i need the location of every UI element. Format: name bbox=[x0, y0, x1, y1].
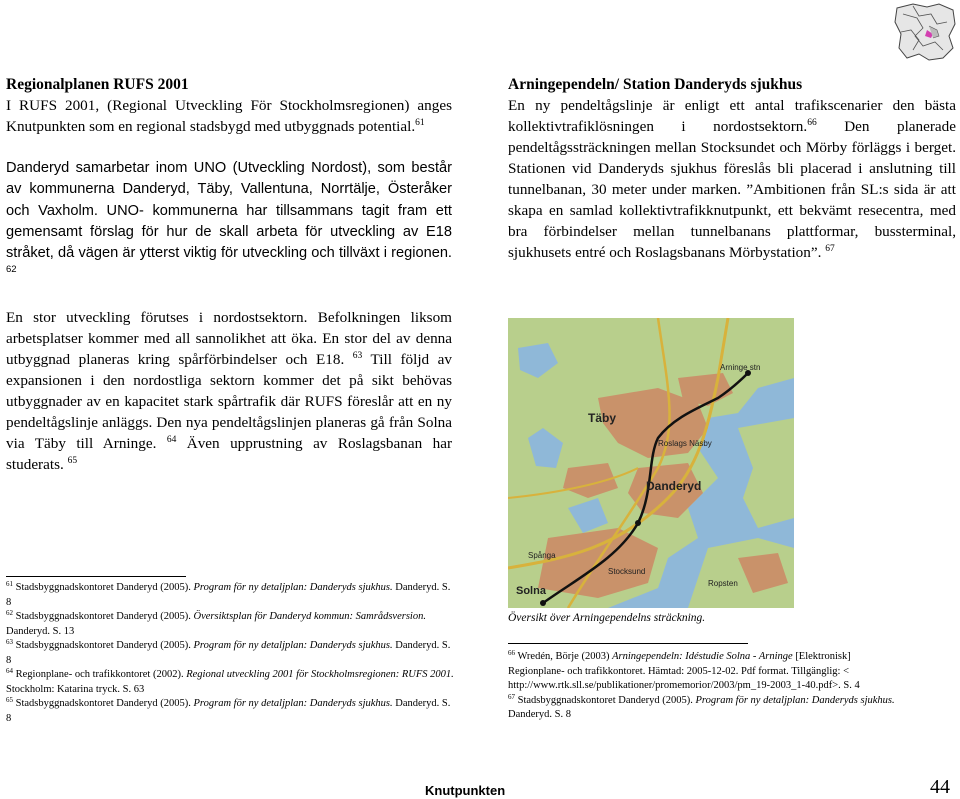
footnote-rule-right bbox=[508, 643, 748, 644]
locator-map bbox=[893, 2, 957, 62]
rufs-paragraph: I RUFS 2001, (Regional Utveckling För Stockholmsregionen) anges Knutpunkten som en regional stadsbygd med utbyggnads potential.$^{61}$ bbox=[6, 97, 452, 135]
map-label-roslags-nasby: Roslags Näsby bbox=[658, 439, 712, 448]
page-number: 44 bbox=[930, 776, 950, 798]
arninge-paragraph: En ny pendeltågslinje är enligt ett antal trafikscenarier den bästa kollektivtrafiklösningen i nordostsektorn.$^{66}$ Den planerade pendeltågssträckningen mellan Stocksundet och Mörby förläggs i berget. Stationen vid Danderyds sjukhus föreslås bli placerad i anslutning till tunnelbanan, 30 meter under marken. ”Ambitionen från SL:s sida är att skapa en samlad kollektivtrafikknutpunkt, ett bekvämt resecentra, med bra förbindelser mellan tunnelbanans plattformar, bussterminal, sjukhusets entré och Roslagsbanans Mörbystation”. $^{67}$ bbox=[508, 97, 956, 261]
map-label-spanga: Spånga bbox=[528, 551, 556, 560]
footnote-ref-66: 66 bbox=[807, 118, 817, 128]
footer-title: Knutpunkten bbox=[425, 783, 506, 798]
footnotes-left bbox=[6, 581, 458, 726]
nordost-paragraph: En stor utveckling förutses i nordostsektorn. Befolkningen liksom arbetsplatser kommer med all sannolikhet att öka. En stor del av denna utbyggnad planeras kring spårförbindelser och E18. $^{63}$ Till följd av expansionen i den nordostliga sektorn kommer det på sikt behövas utbyggnader av en kapacitet stark spårtrafik där RUFS föreslår att en ny pendeltågslinje anläggs. Den nya pendeltågslinjen planeras gå från Solna via Täby till Arninge. $^{64}$ Även upprustning av Roslagsbanan har studerats. $^{65}$ bbox=[6, 308, 453, 473]
route-map bbox=[508, 318, 794, 608]
map-label-stocksund: Stocksund bbox=[608, 567, 646, 576]
footnote-ref-65: 65 bbox=[67, 455, 78, 466]
locator-map-graphic bbox=[893, 2, 957, 62]
arninge-heading: Arningependeln/ Station Danderyds sjukhus bbox=[508, 76, 803, 93]
footnote-65: $^{65}$ Stadsbyggnadskontoret Danderyd (2005). Program för ny detaljplan: Danderyds sjukhus. Danderyd. S. 8 bbox=[6, 696, 451, 724]
footnote-ref-63: 63 bbox=[352, 350, 363, 361]
footnote-ref-64: 64 bbox=[166, 434, 177, 445]
map-label-danderyd: Danderyd bbox=[646, 479, 702, 493]
right-column bbox=[508, 74, 956, 263]
footnotes-right bbox=[508, 650, 908, 723]
footnote-62: $^{62}$ Stadsbyggnadskontoret Danderyd (2005). Översiktsplan för Danderyd kommun: Samrådsversion. Danderyd. S. 13 bbox=[6, 609, 426, 637]
map-label-solna: Solna bbox=[516, 585, 546, 597]
uno-paragraph: Danderyd samarbetar inom UNO (Utveckling Nordost), som består av kommunerna Danderyd, Täby, Vallentuna, Norrtälje, Österåker och Vaxholm. UNO- kommunerna har tillsammans tagit fram ett gemensamt förslag för hur de skall arbeta för utveckling av E18 stråket, då vägen är ytterst viktig för utveckling och tillväxt i regionen. $^{62}$ bbox=[6, 160, 452, 276]
footnote-61: $^{61}$ Stadsbyggnadskontoret Danderyd (2005). Program för ny detaljplan: Danderyds sjukhus. Danderyd. S. 8 bbox=[6, 580, 451, 608]
footnote-64: $^{64}$ Regionplane- och trafikkontoret (2002). Regional utveckling 2001 för Stockholmsregionen: RUFS 2001. Stockholm: Katarina tryck. S. 63 bbox=[6, 667, 454, 695]
footnote-63: $^{63}$ Stadsbyggnadskontoret Danderyd (2005). Program för ny detaljplan: Danderyds sjukhus. Danderyd. S. 8 bbox=[6, 638, 451, 666]
footnote-rule-left bbox=[6, 576, 186, 577]
map-label-ropsten: Ropsten bbox=[708, 579, 738, 588]
rufs-heading: Regionalplanen RUFS 2001 bbox=[6, 76, 189, 93]
footnote-ref-61: 61 bbox=[415, 118, 425, 128]
footnote-ref-67: 67 bbox=[825, 244, 835, 254]
left-column bbox=[6, 74, 452, 475]
map-caption: Översikt över Arningependelns sträckning. bbox=[508, 612, 706, 624]
footnote-66: $^{66}$ Wredén, Börje (2003) Arningependeln: Idéstudie Solna - Arninge [Elektronisk] Regionplane- och trafikkontoret. Hämtad: 2005-12-02. Pdf format. Tillgänglig: < http://www.rtk.sll.se/publikationer/promemorior/2003/pm_19-2003_1-40.pdf>. S. 4 bbox=[508, 649, 860, 691]
route-map-graphic bbox=[508, 318, 794, 608]
footnote-67: $^{67}$ Stadsbyggnadskontoret Danderyd (2005). Program för ny detaljplan: Danderyds sjukhus. Danderyd. S. 8 bbox=[508, 692, 895, 720]
map-label-taby: Täby bbox=[588, 411, 617, 425]
footnote-ref-62: 62 bbox=[6, 264, 17, 276]
map-label-arninge: Arninge stn bbox=[720, 363, 761, 372]
